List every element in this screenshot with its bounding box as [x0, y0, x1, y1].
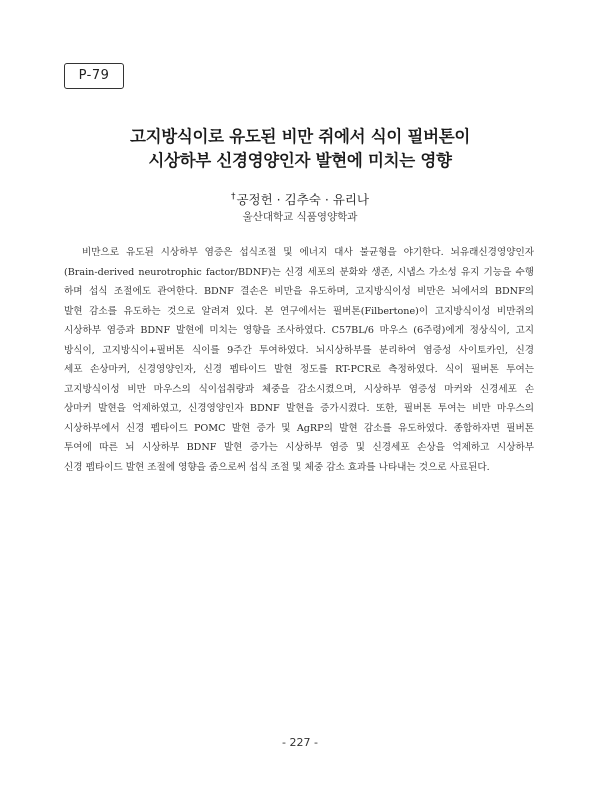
abstract-line: 발현 감소를 유도하는 것으로 알려져 있다. 본 연구에서는 필버톤(Filbertone)이 고지방식이성 비만쥐의 [64, 305, 534, 317]
abstract-line: 시상하부 염증과 BDNF 발현에 미치는 영향을 조사하였다. C57BL/6 마우스 (6주령)에게 정상식이, 고지 [64, 325, 534, 336]
author-list [0, 188, 600, 209]
affiliation: 울산대학교 식품영양학과 [242, 211, 358, 223]
abstract-line: 하며 섭식 조절에도 관여한다. BDNF 결손은 비만을 유도하며, 고지방식이성 비만은 뇌에서의 BDNF의 [64, 286, 534, 297]
abstract-line: 고지방식이성 비만 마우스의 식이섭취량과 체중을 감소시켰으며, 시상하부 염증성 마커와 신경세포 손 [64, 383, 534, 395]
abstract-line: 비만으로 유도된 시상하부 염증은 섭식조절 및 에너지 대사 불균형을 야기한다. 뇌유래신경영양인자 [82, 247, 534, 258]
abstract-body [64, 243, 534, 477]
corresponding-author-marker: † [230, 192, 236, 202]
abstract-line: 세포 손상마커, 신경영양인자, 신경 펩타이드 발현 정도를 RT-PCR로 측정하였다. 식이 필버톤 투여는 [64, 364, 534, 375]
author-names: 공정헌 · 김추숙 · 유리나 [236, 192, 370, 207]
title-line-1: 고지방식이로 유도된 비만 쥐에서 식이 필버톤이 [129, 127, 470, 146]
abstract-line: 상마커 발현을 억제하였고, 신경영양인자 BDNF 발현을 증가시켰다. 또한, 필버톤 투여는 비만 마우스의 [64, 403, 534, 414]
title-line-2: 시상하부 신경영양인자 발현에 미치는 영향 [148, 151, 452, 170]
poster-number-badge: P-79 [64, 63, 124, 89]
abstract-line: (Brain-derived neurotrophic factor/BDNF)는 신경 세포의 분화와 생존, 시냅스 가소성 유지 기능을 수행 [64, 266, 534, 278]
abstract-line: 신경 펩타이드 발현 조절에 영향을 줌으로써 섭식 조절 및 체중 감소 효과를 나타내는 것으로 사료된다. [64, 461, 490, 473]
abstract-line: 시상하부에서 신경 펩타이드 POMC 발현 증가 및 AgRP의 발현 감소를 유도하였다. 종합하자면 필버톤 [64, 422, 534, 434]
page-number: - 227 - [282, 736, 318, 749]
paper-title [0, 125, 600, 173]
abstract-line: 방식이, 고지방식이+필버톤 식이를 9주간 투여하였다. 뇌시상하부를 분리하여 염증성 사이토카인, 신경 [64, 344, 534, 356]
abstract-line: 투여에 따른 뇌 시상하부 BDNF 발현 증가는 시상하부 염증 및 신경세포 손상을 억제하고 시상하부 [64, 442, 534, 453]
